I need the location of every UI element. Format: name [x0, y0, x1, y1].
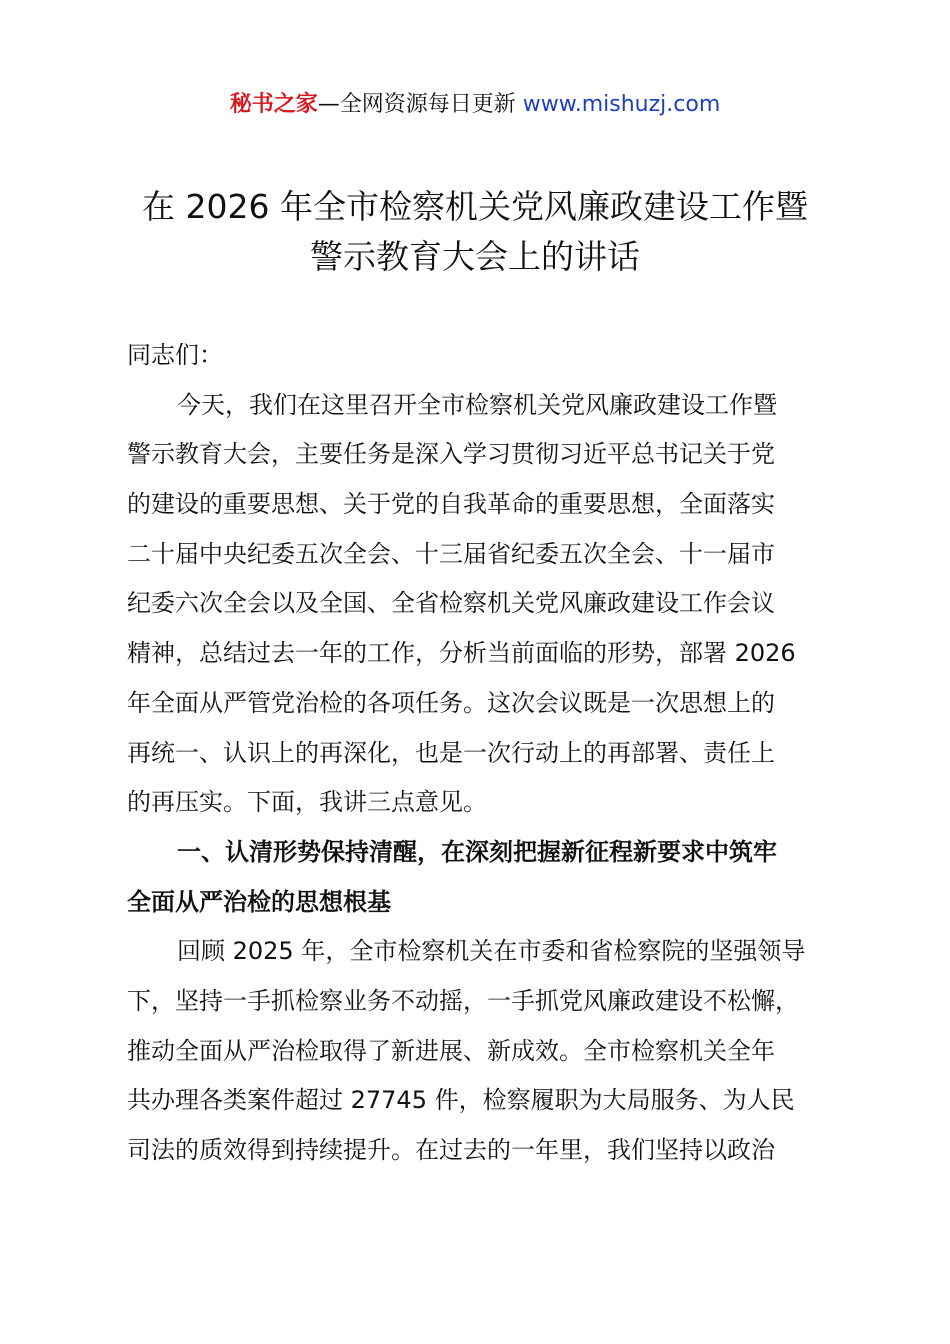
document-body	[127, 331, 847, 1176]
paragraph-line: 的再压实。下面，我讲三点意见。	[127, 788, 487, 817]
paragraph-line: 的建设的重要思想、关于党的自我革命的重要思想，全面落实	[127, 490, 775, 519]
paragraph-line: 回顾 2025 年，全市检察机关在市委和省检察院的坚强领导	[177, 937, 806, 966]
site-header	[0, 88, 950, 122]
paragraph-line: 精神，总结过去一年的工作，分析当前面临的形势，部署 2026	[127, 639, 796, 668]
paragraph-line: 警示教育大会，主要任务是深入学习贯彻习近平总书记关于党	[127, 440, 775, 469]
paragraph-line: 司法的质效得到持续提升。在过去的一年里，我们坚持以政治	[127, 1136, 775, 1164]
title-line-1: 在 2026 年全市检察机关党风廉政建设工作暨	[142, 187, 808, 226]
paragraph-line: 纪委六次全会以及全国、全省检察机关党风廉政建设工作会议	[127, 589, 775, 618]
title-line-2: 警示教育大会上的讲话	[310, 237, 640, 276]
site-url-link[interactable]: www.mishuzj.com	[522, 92, 721, 117]
paragraph-line: 共办理各类案件超过 27745 件，检察履职为大局服务、为人民	[127, 1086, 795, 1115]
document-title	[80, 182, 870, 282]
paragraph-line: 再统一、认识上的再深化，也是一次行动上的再部署、责任上	[127, 738, 775, 767]
section-heading-1-cont: 全面从严治检的思想根基	[127, 887, 391, 916]
header-tagline: —全网资源每日更新	[317, 92, 523, 117]
paragraph-line: 二十届中央纪委五次全会、十三届省纪委五次全会、十一届市	[127, 539, 775, 568]
paragraph-line: 下，坚持一手抓检察业务不动摇，一手抓党风廉政建设不松懈，	[127, 986, 799, 1015]
paragraph-line: 年全面从严管党治检的各项任务。这次会议既是一次思想上的	[127, 688, 775, 717]
paragraph-line: 今天，我们在这里召开全市检察机关党风廉政建设工作暨	[177, 390, 777, 419]
salutation: 同志们：	[127, 341, 223, 369]
section-heading-1: 一、认清形势保持清醒，在深刻把握新征程新要求中筑牢	[177, 837, 777, 866]
paragraph-line: 推动全面从严治检取得了新进展、新成效。全市检察机关全年	[127, 1036, 775, 1065]
brand-name: 秘书之家	[229, 92, 318, 117]
